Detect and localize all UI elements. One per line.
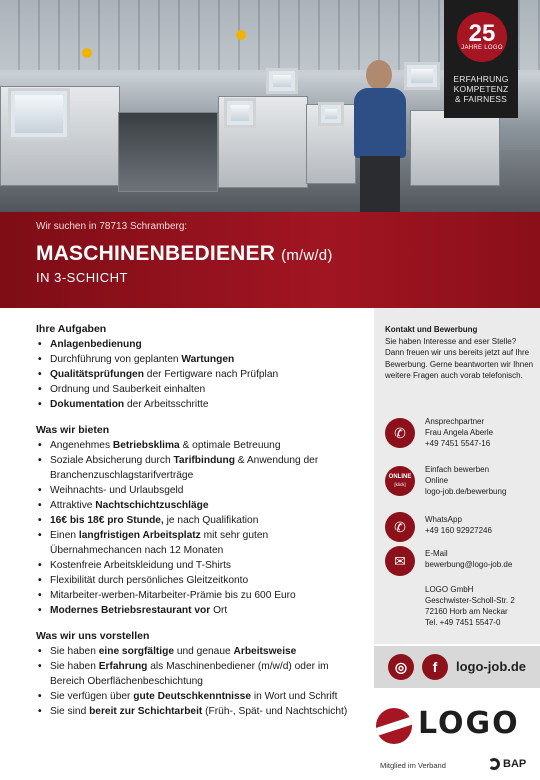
item-text: Weihnachts- und Urlaubsgeld: [50, 485, 184, 496]
item-text: Kostenfreie Arbeitskleidung und T-Shirts: [50, 560, 232, 571]
list-item: [36, 528, 356, 558]
contact-mail-text: [425, 548, 539, 570]
emphasis-text: Wartungen: [181, 354, 235, 365]
online-icon-small: [klick]: [394, 482, 406, 487]
anniversary-claim: [448, 74, 514, 104]
emphasis-text: Arbeitsweise: [233, 646, 297, 657]
contact-line: +49 160 92927246: [425, 526, 492, 535]
machine-far-right: [410, 110, 500, 186]
contact-whatsapp-text: [425, 514, 539, 536]
anniversary-number: 25: [468, 20, 496, 47]
section-bieten: [36, 423, 356, 618]
company-address-text: [425, 584, 539, 628]
contact-line: Ansprechpartner: [425, 417, 485, 426]
signal-lamp: [236, 30, 246, 40]
contact-mail[interactable]: [385, 544, 537, 580]
contact-phone-text: [425, 416, 539, 449]
job-title-suffix: (m/w/d): [281, 247, 333, 264]
vorstellen-list: [36, 644, 356, 719]
section-vorstellen: [36, 629, 356, 719]
hero-photo: [0, 0, 540, 212]
list-item: [36, 558, 356, 573]
job-title-banner: [0, 212, 540, 308]
website-link[interactable]: logo-job.de: [456, 659, 527, 674]
section-heading: Was wir bieten: [36, 424, 110, 436]
list-item: [36, 438, 356, 453]
mail-icon: ✉: [385, 546, 415, 576]
item-text: Sie sind: [50, 706, 90, 717]
bap-text: BAP: [503, 758, 527, 770]
emphasis-text: Nachtschichtzuschläge: [95, 500, 209, 511]
emphasis-text: Dokumentation: [50, 399, 125, 410]
list-item: [36, 352, 356, 367]
machine-belt: [118, 112, 218, 192]
bap-icon: [488, 758, 500, 770]
claim-line: & FAIRNESS: [454, 94, 508, 104]
emphasis-text: Anlagenbedienung: [50, 339, 142, 350]
signal-lamp: [82, 48, 92, 58]
list-item: [36, 644, 356, 659]
item-text: Angenehmes: [50, 440, 113, 451]
address-line: 72160 Horb am Neckar: [425, 607, 508, 616]
item-text: Sie verfügen über: [50, 691, 134, 702]
main-content: [36, 322, 356, 730]
section-heading: Was wir uns vorstellen: [36, 630, 150, 642]
location-lead: Wir suchen in 78713 Schramberg:: [36, 221, 188, 232]
list-item: [36, 573, 356, 588]
bap-logo: [488, 758, 526, 770]
contact-intro-text: Sie haben Interesse and eser Stelle? Dann freuen wir uns bereits jetzt auf Ihre Bewerbung. Gerne beantworten wir Ihnen weitere Fragen auch vorab telefonisch.: [385, 336, 534, 380]
address-line: Tel. +49 7451 5547-0: [425, 618, 501, 627]
item-text: Ort: [210, 605, 228, 616]
company-address: [385, 584, 537, 640]
item-text: & optimale Betreuung: [179, 440, 281, 451]
emphasis-text: Betriebsklima: [112, 440, 180, 451]
contact-online[interactable]: [385, 464, 537, 504]
list-item: [36, 498, 356, 513]
member-note: Mitglied im Verband: [380, 761, 446, 770]
section-aufgaben: [36, 322, 356, 412]
logo-mark-icon: [376, 708, 412, 744]
emphasis-text: 16€ bis 18€ pro Stunde,: [50, 515, 164, 526]
list-item: [36, 513, 356, 528]
contact-whatsapp[interactable]: [385, 510, 537, 546]
anniversary-badge: [444, 0, 518, 118]
worker-head: [366, 60, 392, 90]
anniversary-sub: JAHRE LOGO: [461, 45, 503, 51]
instagram-icon[interactable]: ◎: [388, 654, 414, 680]
list-item: [36, 689, 356, 704]
list-item: [36, 367, 356, 382]
contact-line: bewerbung@logo-job.de: [425, 560, 513, 569]
company-logo: [376, 702, 536, 748]
worker-figure: [350, 60, 412, 212]
item-text: und genaue: [174, 646, 234, 657]
contact-line: WhatsApp: [425, 515, 462, 524]
job-title-text: MASCHINENBEDIENER: [36, 242, 276, 265]
list-item: [36, 382, 356, 397]
emphasis-text: gute Deutschkenntnisse: [133, 691, 252, 702]
emphasis-text: eine sorgfältige: [98, 646, 175, 657]
emphasis-text: langfristigen Arbeitsplatz: [78, 530, 201, 541]
item-text: Mitarbeiter-werben-Mitarbeiter-Prämie bis zu 600 Euro: [50, 590, 296, 601]
list-item: [36, 659, 356, 689]
item-text: Soziale Absicherung durch: [50, 455, 174, 466]
item-text: Durchführung von geplanten: [50, 354, 182, 365]
emphasis-text: Modernes Betriebsrestaurant vor: [50, 605, 211, 616]
contact-line: Online: [425, 476, 449, 485]
item-text: mit sehr guten Übernahmechancen nach 12 Monaten: [50, 530, 269, 556]
wall-monitor: [266, 68, 298, 94]
online-icon: [385, 466, 415, 496]
item-text: Flexibilität durch persönliches Gleitzeitkonto: [50, 575, 249, 586]
item-text: (Früh-, Spät- und Nachtschicht): [202, 706, 348, 717]
item-text: Sie haben: [50, 661, 99, 672]
facebook-icon[interactable]: f: [422, 654, 448, 680]
item-text: Ordnung und Sauberkeit einhalten: [50, 384, 206, 395]
contact-line: logo-job.de/bewerbung: [425, 487, 507, 496]
shift-info: IN 3-SCHICHT: [36, 270, 128, 285]
contact-sidebar: [374, 308, 540, 644]
emphasis-text: Erfahrung: [98, 661, 148, 672]
emphasis-text: Qualitätsprüfungen: [50, 369, 144, 380]
contact-line: +49 7451 5547-16: [425, 439, 491, 448]
claim-line: KOMPETENZ: [453, 84, 509, 94]
anniversary-circle: [457, 12, 507, 62]
item-text: Einen: [50, 530, 79, 541]
item-text: in Wort und Schrift: [251, 691, 338, 702]
machine-screen-right: [318, 102, 344, 126]
social-bar: [374, 646, 540, 688]
item-text: & Anwendung der Branchenzuschlagstarifverträge: [50, 455, 319, 481]
claim-line: ERFAHRUNG: [453, 74, 509, 84]
worker-body: [354, 88, 406, 158]
item-text: je nach Qualifikation: [163, 515, 259, 526]
contact-line: Einfach bewerben: [425, 465, 490, 474]
item-text: als Maschinenbediener (m/w/d) oder im Bereich Oberflächenbeschichtung: [50, 661, 329, 687]
machine-screen-middle: [224, 98, 256, 128]
worker-legs: [360, 156, 400, 212]
item-text: der Fertigware nach Prüfplan: [143, 369, 279, 380]
phone-icon: ✆: [385, 418, 415, 448]
item-text: Attraktive: [50, 500, 96, 511]
logo-wordmark: LOGO: [418, 706, 520, 741]
contact-heading: Kontakt und Bewerbung: [385, 325, 478, 334]
emphasis-text: bereit zur Schichtarbeit: [89, 706, 203, 717]
emphasis-text: Tarifbindung: [173, 455, 235, 466]
item-text: Sie haben: [50, 646, 99, 657]
address-line: LOGO GmbH: [425, 585, 474, 594]
item-text: der Arbeitsschritte: [124, 399, 209, 410]
contact-online-text: [425, 464, 539, 497]
contact-line: E-Mail: [425, 549, 448, 558]
contact-line: Frau Angela Aberle: [425, 428, 494, 437]
list-item: [36, 603, 356, 618]
list-item: [36, 453, 356, 483]
list-item: [36, 704, 356, 719]
address-line: Geschwister-Scholl-Str. 2: [425, 596, 515, 605]
job-title: [36, 242, 333, 266]
whatsapp-icon: ✆: [385, 512, 415, 542]
contact-intro: [385, 324, 535, 382]
list-item: [36, 337, 356, 352]
bieten-list: [36, 438, 356, 618]
list-item: [36, 483, 356, 498]
contact-phone[interactable]: [385, 416, 537, 456]
list-item: [36, 588, 356, 603]
online-icon-label: ONLINE: [388, 474, 412, 480]
list-item: [36, 397, 356, 412]
aufgaben-list: [36, 337, 356, 412]
machine-screen-left: [8, 88, 70, 140]
section-heading: Ihre Aufgaben: [36, 323, 107, 335]
